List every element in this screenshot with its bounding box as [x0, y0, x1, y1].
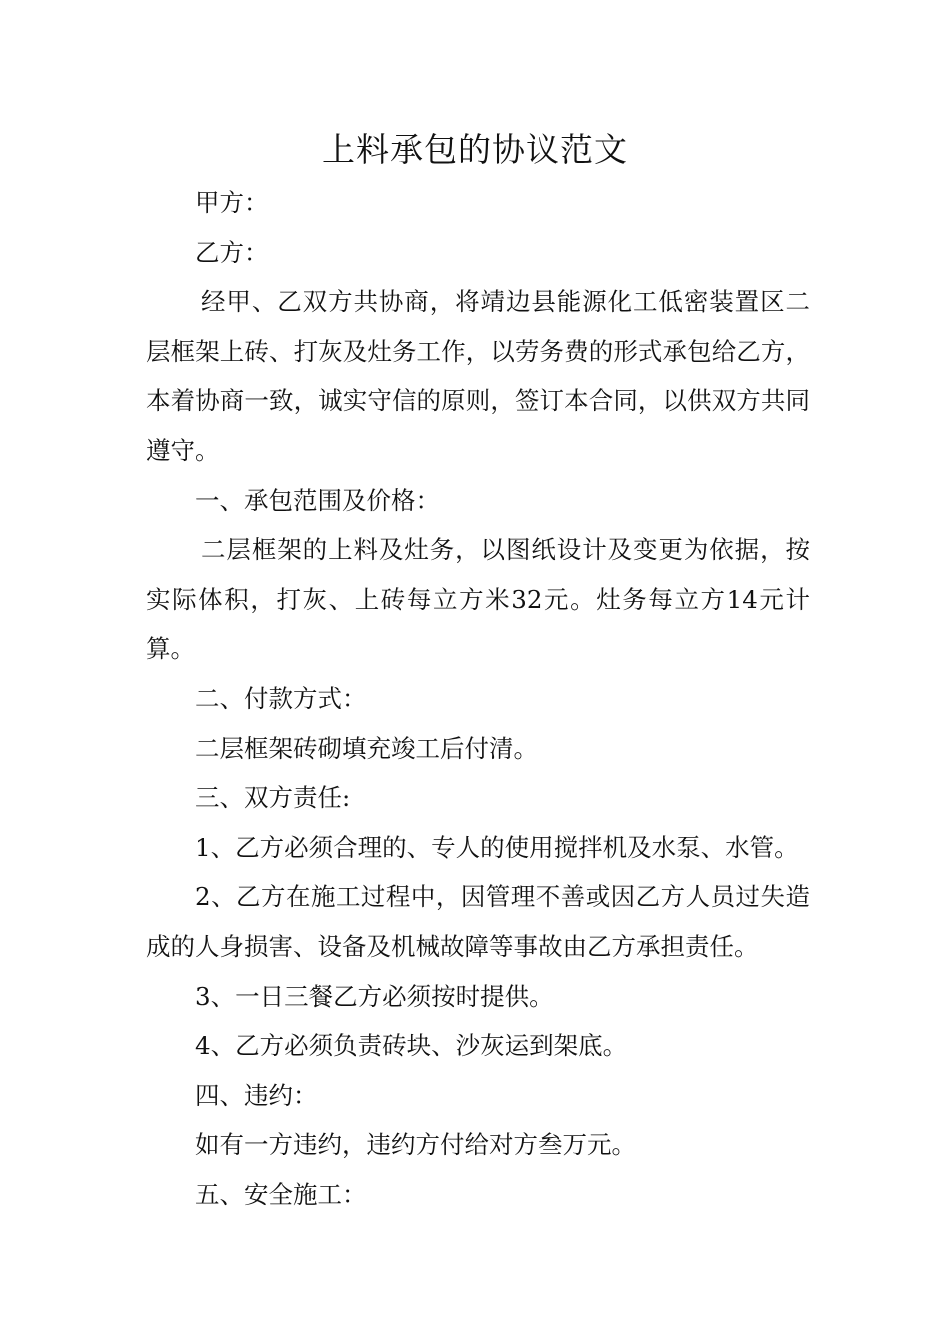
- scope-paragraph: 二层框架的上料及灶务，以图纸设计及变更为依据，按实际体积，打灰、上砖每立方米32元。灶务每立方14元计算。: [146, 535, 810, 664]
- section-heading-payment: 二、付款方式：: [195, 683, 367, 713]
- party-a-line: 甲方：: [195, 188, 269, 217]
- section-heading-responsibility: 三、双方责任:: [195, 783, 351, 813]
- responsibility-item-3: 3、一日三餐乙方必须按时提供。: [195, 981, 554, 1011]
- intro-paragraph: 经甲、乙双方共协商，将靖边县能源化工低密装置区二层框架上砖、打灰及灶务工作，以劳务费的形式承包给乙方，本着协商一致，诚实守信的原则，签订本合同，以供双方共同遵守。: [146, 287, 810, 465]
- party-b-line: 乙方：: [195, 237, 269, 267]
- breach-paragraph: 如有一方违约，违约方付给对方叁万元。: [195, 1130, 636, 1160]
- section-heading-safety: 五、安全施工：: [195, 1179, 367, 1209]
- section-heading-scope: 一、承包范围及价格：: [195, 485, 440, 515]
- payment-paragraph: 二层框架砖砌填充竣工后付清。: [195, 733, 538, 763]
- responsibility-item-4: 4、乙方必须负责砖块、沙灰运到架底。: [195, 1031, 628, 1061]
- responsibility-item-2: 2、乙方在施工过程中，因管理不善或因乙方人员过失造成的人身损害、设备及机械故障等事故由乙方承担责任。: [146, 882, 810, 961]
- document-body: [146, 178, 810, 1219]
- responsibility-item-1: 1、乙方必须合理的、专人的使用搅拌机及水泵、水管。: [195, 832, 799, 862]
- document-title: 上料承包的协议范文: [322, 130, 628, 169]
- section-heading-breach: 四、违约：: [195, 1080, 318, 1110]
